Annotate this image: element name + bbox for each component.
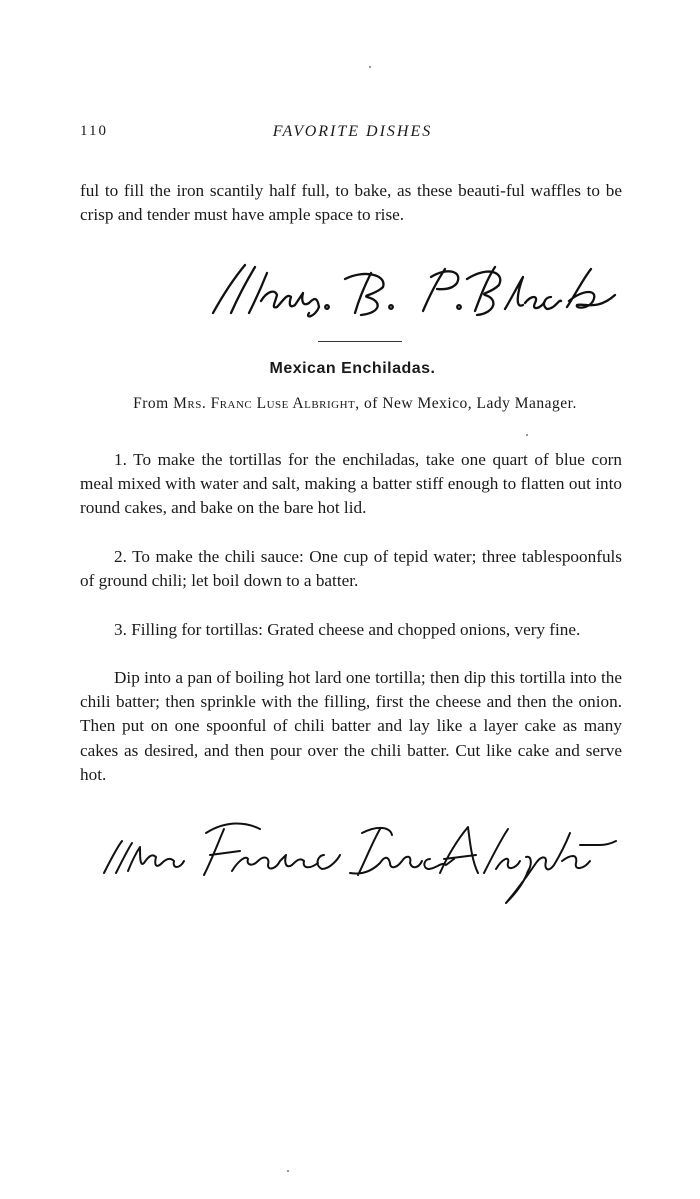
page-speck <box>287 1170 289 1172</box>
page-speck <box>526 434 528 436</box>
attribution-suffix: of New Mexico, Lady Manager. <box>364 395 577 412</box>
recipe-attribution <box>95 393 615 414</box>
attribution-prefix: From <box>133 395 169 412</box>
signature-mary-black <box>205 255 625 323</box>
recipe-instructions: Dip into a pan of boiling hot lard one tortilla; then dip this tortilla into the chili batter; then sprinkle with the filling, first the cheese and then the onion. Then put on one spoonful of chili batter and lay like a layer cake as many cakes as desired, and then pour over the chili batter. Cut like cake and serve hot. <box>80 668 622 784</box>
page-header <box>80 123 625 147</box>
recipe-step-3: 3. Filling for tortillas: Grated cheese and chopped onions, very fine. <box>114 620 581 639</box>
intro-paragraph: ful to fill the iron scantily half full, to bake, as these beauti-ful waffles to be crisp and tender must have ample space to rise. <box>80 181 622 225</box>
recipe-step-2: 2. To make the chili sauce: One cup of tepid water; three tablespoonfuls of ground chili; let boil down to a batter. <box>80 547 622 591</box>
running-title: FAVORITE DISHES <box>272 123 433 140</box>
signature-franc-albright <box>100 815 620 910</box>
recipe-step-1: 1. To make the tortillas for the enchiladas, take one quart of blue corn meal mixed with water and salt, making a batter stiff enough to flatten out into round cakes, and bake on the bare hot lid. <box>80 450 622 518</box>
attribution-name: Mrs. Franc Luse Albright, <box>173 395 360 412</box>
page-number: 110 <box>80 123 108 139</box>
section-divider <box>318 341 402 342</box>
recipe-title: Mexican Enchiladas. <box>269 360 436 377</box>
page-speck <box>369 66 371 68</box>
